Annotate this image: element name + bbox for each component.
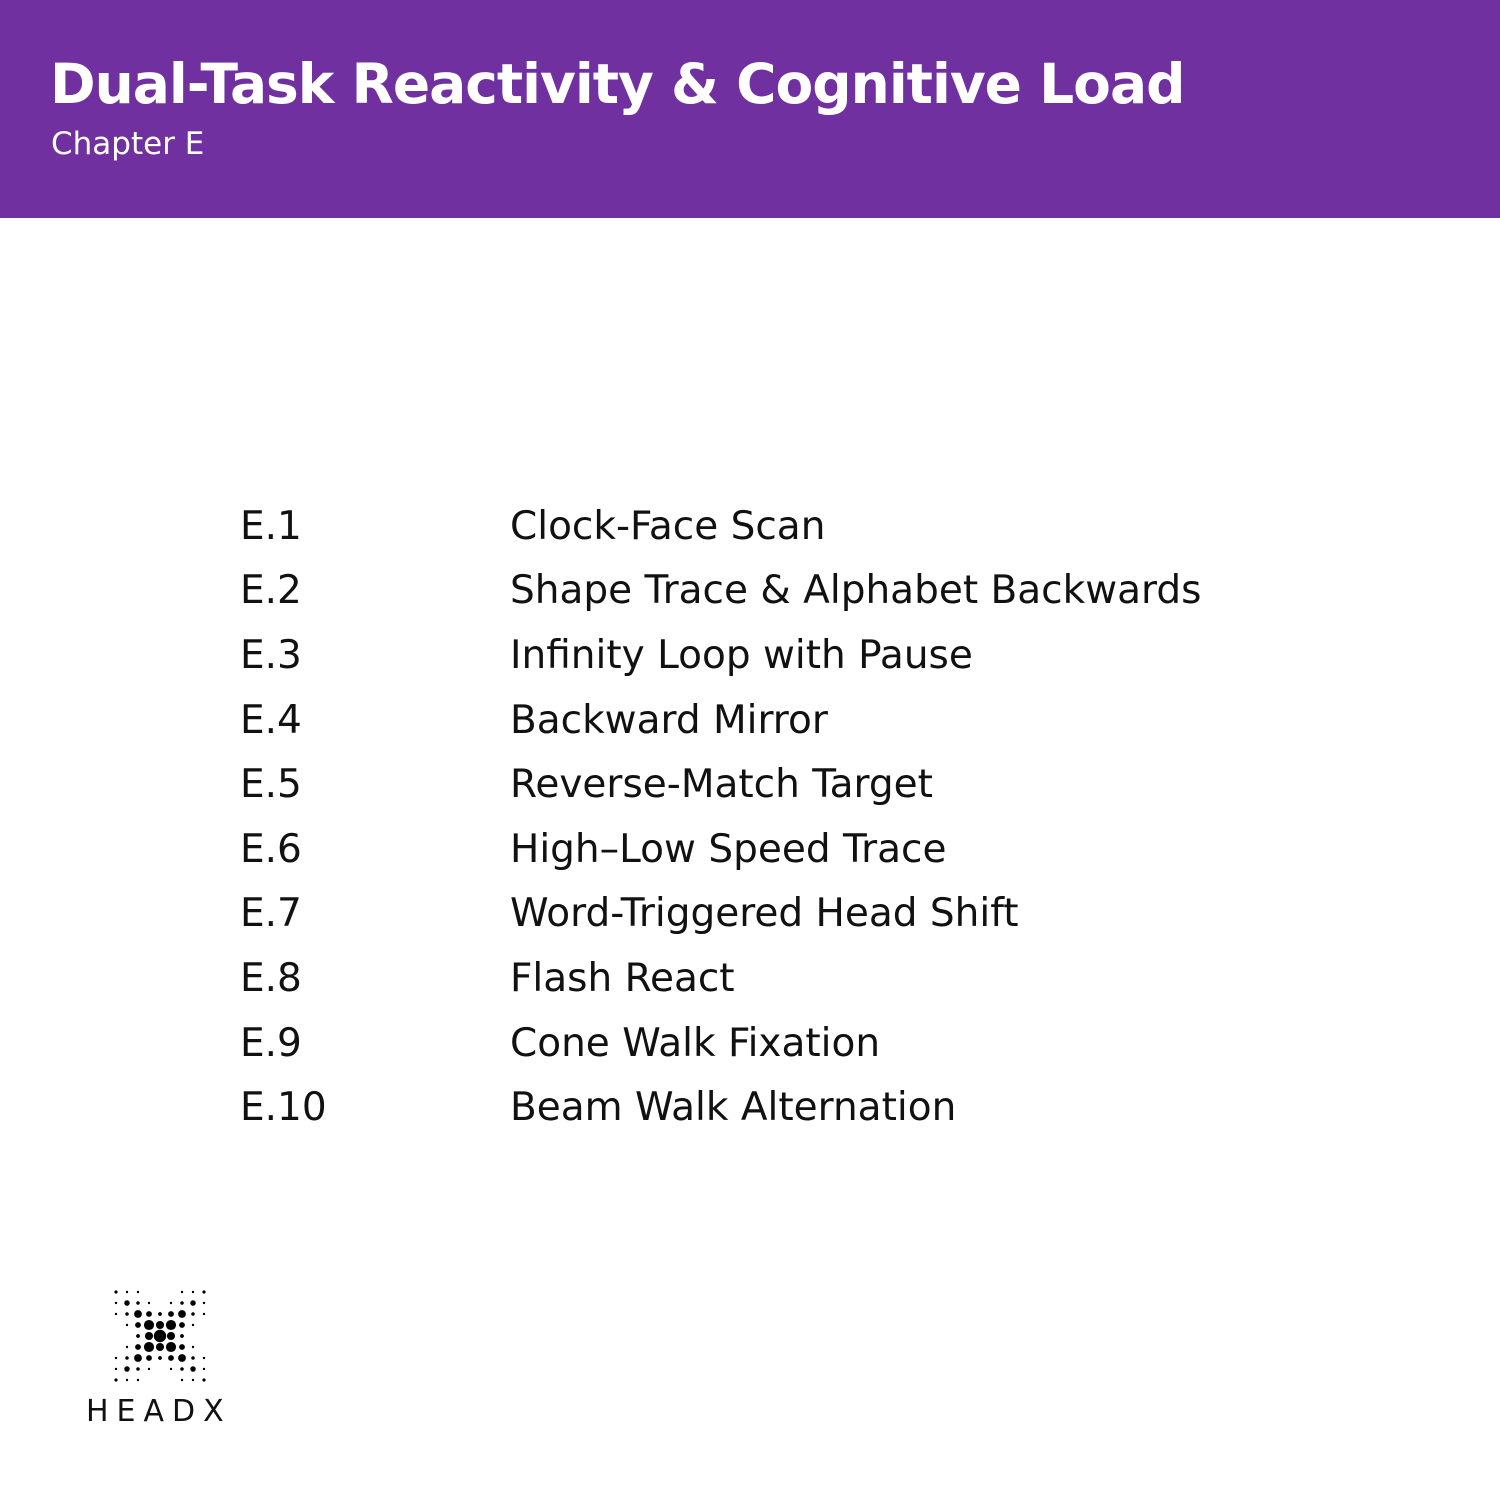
logo-dot	[203, 1357, 205, 1359]
logo-dot	[192, 1291, 194, 1293]
logo-dot	[180, 1334, 184, 1338]
logo-dot	[158, 1356, 162, 1360]
exercise-title: Reverse-Match Target	[510, 762, 933, 808]
logo-dot	[136, 1301, 140, 1305]
logo-dot	[144, 1320, 154, 1330]
exercise-number: E.7	[240, 891, 302, 937]
list-item	[240, 817, 1440, 882]
logo-dot	[137, 1379, 139, 1381]
logo-dot	[191, 1312, 195, 1316]
logo-dot	[179, 1322, 185, 1328]
logo-dot	[166, 1342, 176, 1352]
logo-dot	[125, 1356, 129, 1360]
list-item	[240, 494, 1440, 559]
exercise-title: Shape Trace & Alphabet Backwards	[510, 568, 1202, 614]
exercise-list	[240, 494, 1440, 1140]
logo-dot	[146, 1311, 152, 1317]
exercise-number: E.10	[240, 1085, 327, 1131]
exercise-number: E.5	[240, 762, 302, 808]
logo-dot	[180, 1367, 184, 1371]
logo-dot	[137, 1291, 139, 1293]
exercise-number: E.2	[240, 568, 302, 614]
list-item	[240, 1075, 1440, 1140]
logo-dot	[170, 1302, 172, 1304]
logo-dot	[180, 1301, 184, 1305]
brand-name: HEADX	[86, 1394, 232, 1429]
exercise-number: E.1	[240, 503, 302, 549]
logo-dot	[144, 1342, 154, 1352]
logo-dot	[126, 1324, 128, 1326]
logo-dot	[191, 1356, 195, 1360]
exercise-title: Clock-Face Scan	[510, 503, 826, 549]
logo-dot	[124, 1300, 130, 1306]
logo-dot	[135, 1344, 141, 1350]
exercise-title: High–Low Speed Trace	[510, 826, 947, 872]
logo-dot	[190, 1366, 196, 1372]
logo-dot	[168, 1355, 174, 1361]
logo-dot	[168, 1311, 174, 1317]
exercise-title: Backward Mirror	[510, 697, 828, 743]
logo-dot	[203, 1313, 205, 1315]
exercise-title: Word-Triggered Head Shift	[510, 891, 1019, 937]
exercise-number: E.9	[240, 1020, 302, 1066]
logo-dot	[156, 1343, 164, 1351]
list-item	[240, 752, 1440, 817]
logo-dot	[190, 1300, 196, 1306]
logo-dot	[115, 1357, 117, 1359]
exercise-title: Beam Walk Alternation	[510, 1085, 957, 1131]
exercise-number: E.3	[240, 632, 302, 678]
logo-dot	[125, 1312, 129, 1316]
page-title: Dual-Task Reactivity & Cognitive Load	[50, 52, 1185, 116]
logo-dot	[167, 1332, 175, 1340]
logo-dot	[148, 1302, 150, 1304]
logo-dot	[115, 1313, 117, 1315]
exercise-title: Flash React	[510, 955, 735, 1001]
logo-dot	[148, 1368, 150, 1370]
dotted-x-logo-icon	[106, 1282, 216, 1392]
logo-dot	[202, 1290, 205, 1293]
logo-dot	[146, 1355, 152, 1361]
logo-dot	[203, 1368, 205, 1370]
logo-dot	[156, 1321, 164, 1329]
list-item	[240, 623, 1440, 688]
logo-dot	[126, 1379, 128, 1381]
logo-dot	[126, 1291, 128, 1293]
list-item	[240, 946, 1440, 1011]
list-item	[240, 559, 1440, 624]
logo-dot	[154, 1330, 166, 1342]
logo-dot	[134, 1354, 142, 1362]
logo-dot	[192, 1346, 194, 1348]
logo-dot	[124, 1366, 130, 1372]
logo-dot	[114, 1290, 117, 1293]
logo-dot	[135, 1322, 141, 1328]
chapter-subtitle: Chapter E	[51, 126, 205, 162]
logo-dot	[158, 1312, 162, 1316]
logo-dot	[202, 1378, 205, 1381]
logo-dot	[170, 1368, 172, 1370]
headx-logo	[86, 1282, 236, 1432]
logo-dot	[178, 1310, 186, 1318]
exercise-number: E.6	[240, 826, 302, 872]
exercise-number: E.4	[240, 697, 302, 743]
logo-dot	[136, 1334, 140, 1338]
logo-dot	[145, 1332, 153, 1340]
logo-dot	[134, 1310, 142, 1318]
logo-dot	[166, 1320, 176, 1330]
logo-dot	[203, 1302, 205, 1304]
logo-dot	[178, 1354, 186, 1362]
logo-dot	[136, 1367, 140, 1371]
logo-dot	[179, 1344, 185, 1350]
exercise-title: Cone Walk Fixation	[510, 1020, 881, 1066]
logo-dot	[115, 1302, 117, 1304]
exercise-number: E.8	[240, 955, 302, 1001]
logo-dot	[126, 1346, 128, 1348]
list-item	[240, 1011, 1440, 1076]
logo-dot	[181, 1291, 183, 1293]
logo-dot	[181, 1379, 183, 1381]
list-item	[240, 882, 1440, 947]
logo-dot	[192, 1379, 194, 1381]
logo-dot	[192, 1324, 194, 1326]
chapter-header	[0, 0, 1500, 218]
logo-dot	[114, 1378, 117, 1381]
exercise-title: Infinity Loop with Pause	[510, 632, 973, 678]
list-item	[240, 688, 1440, 753]
logo-dot	[115, 1368, 117, 1370]
